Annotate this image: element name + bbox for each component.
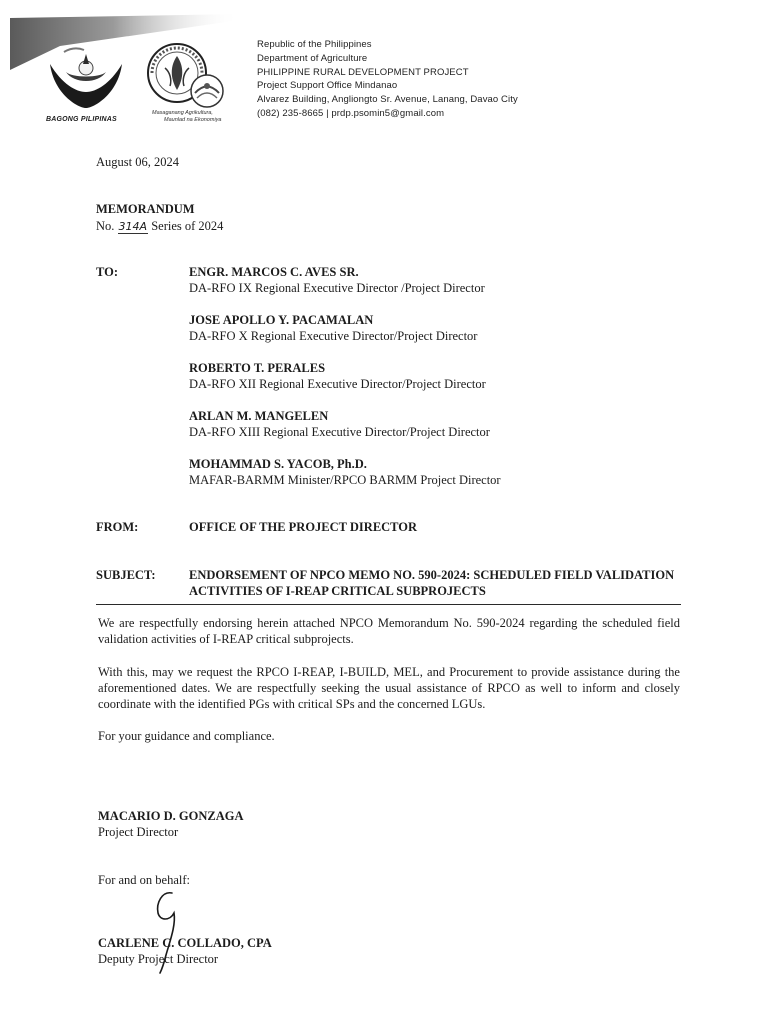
memo-number-prefix: No. [96, 219, 115, 233]
on-behalf-text: For and on behalf: [98, 873, 190, 887]
recipient-5-title: MAFAR-BARMM Minister/RPCO BARMM Project Director [189, 473, 501, 487]
bagong-pilipinas-logo [44, 44, 128, 114]
emblem-caption-line1: Masaganang Agrikultura, [152, 110, 213, 116]
recipient-1-name: ENGR. MARCOS C. AVES SR. [189, 265, 359, 279]
deputy-name: CARLENE C. COLLADO, CPA [98, 936, 272, 950]
recipient-4 [189, 408, 689, 440]
letterhead-line-office: Project Support Office Mindanao [257, 80, 398, 92]
recipient-4-title: DA-RFO XIII Regional Executive Director/Project Director [189, 425, 490, 439]
memo-number-handwritten: 314A [118, 220, 148, 233]
recipient-4-name: ARLAN M. MANGELEN [189, 409, 329, 423]
deputy-title: Deputy Project Director [98, 952, 219, 966]
from-label: FROM: [96, 520, 139, 534]
emblem-caption-line2: Maunlad na Ekonomiya [164, 117, 222, 123]
letterhead-text [257, 38, 577, 121]
recipient-3-title: DA-RFO XII Regional Executive Director/Project Director [189, 377, 486, 391]
letterhead-line-project: PHILIPPINE RURAL DEVELOPMENT PROJECT [257, 66, 469, 78]
letterhead [0, 0, 768, 140]
body-paragraph-3: For your guidance and compliance. [98, 729, 275, 743]
recipient-2-title: DA-RFO X Regional Executive Director/Project Director [189, 329, 478, 343]
recipient-2-name: JOSE APOLLO Y. PACAMALAN [189, 313, 374, 327]
signatory-title: Project Director [98, 825, 179, 839]
memo-date: August 06, 2024 [96, 155, 179, 169]
from-value: OFFICE OF THE PROJECT DIRECTOR [189, 520, 418, 534]
letterhead-line-republic: Republic of the Philippines [257, 39, 372, 50]
signatory-name: MACARIO D. GONZAGA [98, 809, 244, 823]
memo-series: Series of 2024 [151, 219, 224, 233]
recipient-2 [189, 312, 689, 344]
letterhead-line-contact: (082) 235-8665 | prdp.psomin5@gmail.com [257, 107, 445, 119]
subject-divider [96, 604, 681, 605]
recipient-5-name: MOHAMMAD S. YACOB, Ph.D. [189, 457, 367, 471]
letterhead-line-department: Department of Agriculture [257, 52, 368, 64]
recipient-1 [189, 264, 689, 296]
recipient-5 [189, 456, 689, 488]
body-paragraph-2: With this, may we request the RPCO I-REAP, I-BUILD, MEL, and Procurement to provide assistance during the aforementioned dates. We are respectfully seeking the usual assistance of RPCO as well to inform and closely coordinate with the identified PGs with critical SPs and the concerned LGUs. [98, 665, 680, 711]
to-label: TO: [96, 265, 118, 279]
recipient-3-name: ROBERTO T. PERALES [189, 361, 326, 375]
recipient-1-title: DA-RFO IX Regional Executive Director /Project Director [189, 281, 485, 295]
subject-line-2: ACTIVITIES OF I-REAP CRITICAL SUBPROJECTS [189, 584, 486, 598]
letterhead-line-address: Alvarez Building, Angliongto Sr. Avenue, Lanang, Davao City [257, 94, 518, 106]
masaganang-agrikultura-emblem [186, 72, 228, 110]
memo-heading: MEMORANDUM [96, 202, 195, 216]
recipient-3 [189, 360, 689, 392]
logo-caption: BAGONG PILIPINAS [46, 116, 117, 123]
body-paragraph-1: We are respectfully endorsing herein attached NPCO Memorandum No. 590-2024 regarding the scheduled field validation activities of I-REAP critical subprojects. [98, 616, 680, 646]
subject-line-1: ENDORSEMENT OF NPCO MEMO NO. 590-2024: SCHEDULED FIELD VALIDATION [189, 568, 675, 582]
memo-number [96, 218, 223, 235]
subject-label: SUBJECT: [96, 568, 156, 582]
